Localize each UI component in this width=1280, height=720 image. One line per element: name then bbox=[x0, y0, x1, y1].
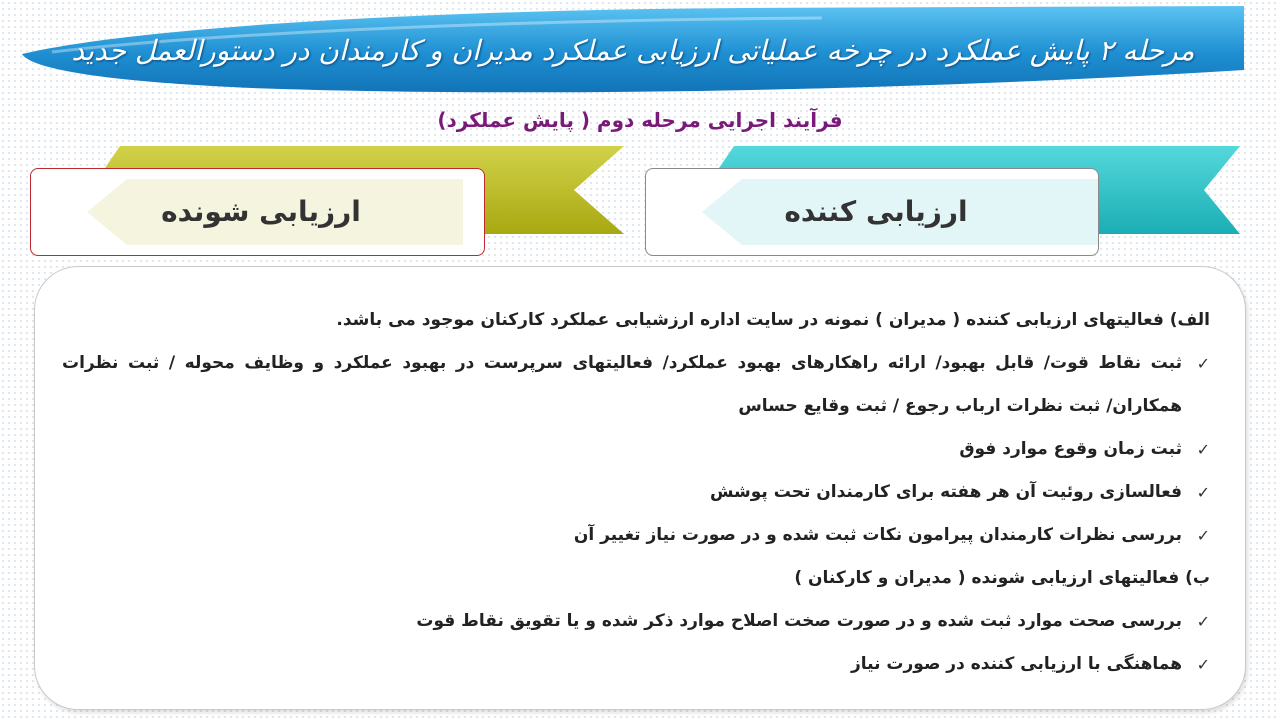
check-icon: ✓ bbox=[1196, 440, 1210, 459]
list-item-text: ثبت نقاط قوت/ قابل بهبود/ ارائه راهکارهای بهبود عملکرد/ فعالیتهای سرپرست در بهبود عملکرد و وظایف محوله / ثبت نظرات bbox=[62, 353, 1182, 373]
list-item bbox=[62, 514, 1210, 557]
list-item-continuation: همکاران/ ثبت نظرات ارباب رجوع / ثبت وقایع حساس bbox=[738, 396, 1182, 416]
evaluated-panel bbox=[30, 168, 485, 256]
slide-subtitle: فرآیند اجرایی مرحله دوم ( پایش عملکرد) bbox=[437, 108, 843, 132]
slide-title: مرحله ۲ پایش عملکرد در چرخه عملیاتی ارزیابی عملکرد مدیران و کارمندان در دستورالعمل جدید bbox=[71, 33, 1195, 67]
section-b-heading: ب) فعالیتهای ارزیابی شونده ( مدیران و کارکنان ) bbox=[794, 568, 1210, 588]
evaluator-panel bbox=[645, 168, 1099, 256]
check-icon: ✓ bbox=[1196, 655, 1210, 674]
list-item-text: بررسی صحت موارد ثبت شده و در صورت صخت اصلاح موارد ذکر شده و یا تقویق نقاط قوت bbox=[416, 611, 1182, 631]
list-item-text: ثبت زمان وقوع موارد فوق bbox=[959, 439, 1182, 459]
evaluator-label: ارزیابی کننده bbox=[784, 194, 968, 228]
list-item bbox=[62, 342, 1210, 385]
content-text bbox=[62, 298, 1210, 686]
section-a-heading: الف) فعالیتهای ارزیابی کننده ( مدیران ) نمونه در سایت اداره ارزشیابی عملکرد کارکنان موجود می باشد. bbox=[336, 310, 1210, 330]
list-item-text: هماهنگی با ارزیابی کننده در صورت نیاز bbox=[851, 654, 1182, 674]
check-icon: ✓ bbox=[1196, 612, 1210, 631]
check-icon: ✓ bbox=[1196, 354, 1210, 373]
check-icon: ✓ bbox=[1196, 483, 1210, 502]
list-item bbox=[62, 428, 1210, 471]
evaluated-label: ارزیابی شونده bbox=[161, 194, 361, 228]
list-item bbox=[62, 600, 1210, 643]
list-item bbox=[62, 471, 1210, 514]
list-item bbox=[62, 643, 1210, 686]
list-item-text: فعالسازی روئیت آن هر هفته برای کارمندان تحت پوشش bbox=[710, 482, 1182, 502]
check-icon: ✓ bbox=[1196, 526, 1210, 545]
list-item-text: بررسی نظرات کارمندان پیرامون نکات ثبت شده و در صورت نیاز تغییر آن bbox=[573, 525, 1182, 545]
title-banner bbox=[22, 6, 1244, 98]
